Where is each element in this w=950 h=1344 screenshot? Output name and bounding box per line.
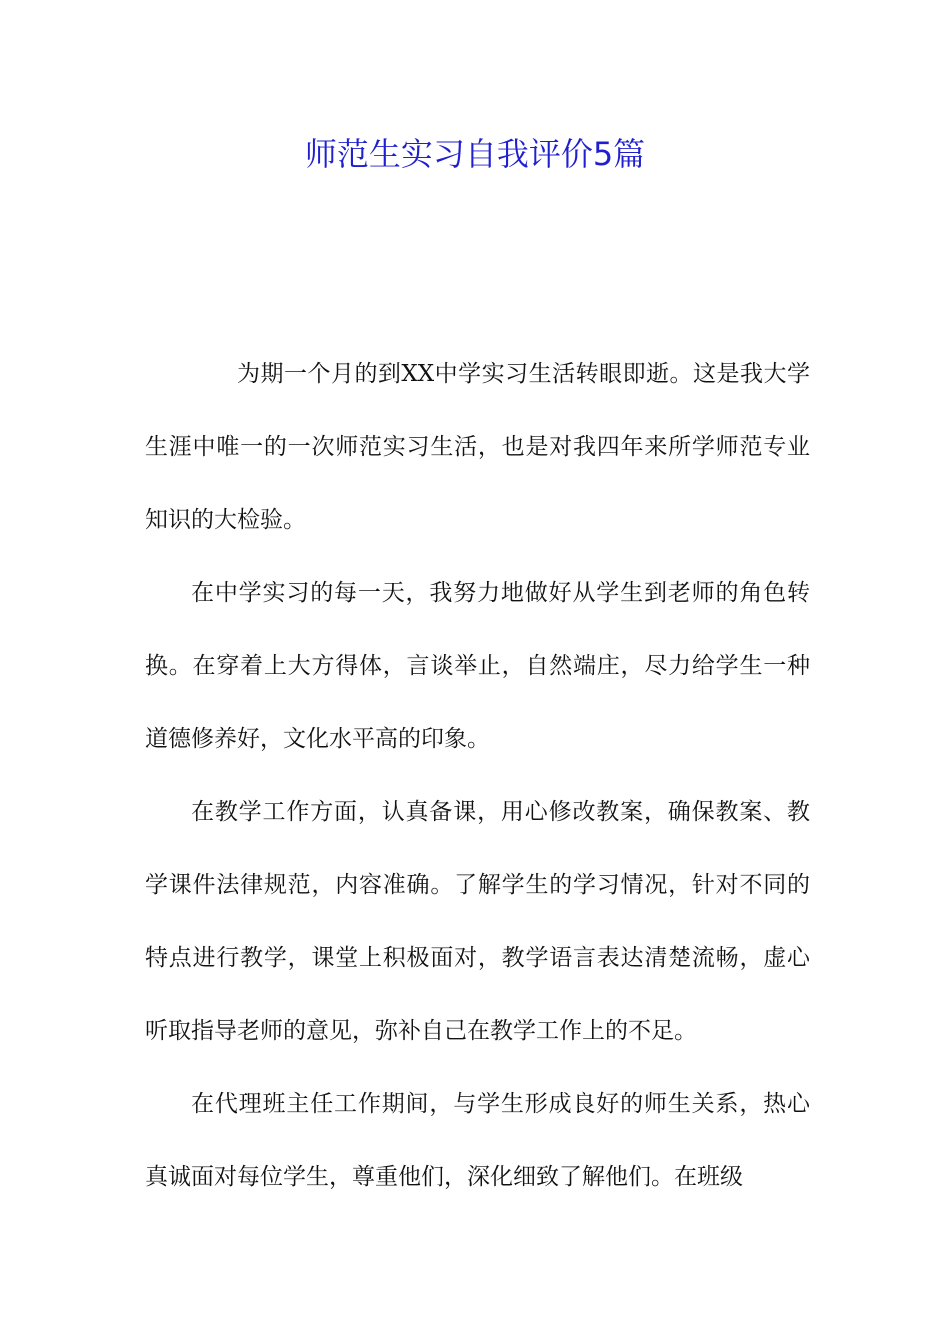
paragraph-1: 为期一个月的到XX中学实习生活转眼即逝。这是我大学生涯中唯一的一次师范实习生活，也是对我四年来所学师范专业知识的大检验。: [145, 361, 810, 533]
paragraph-4: 在代理班主任工作期间，与学生形成良好的师生关系，热心真诚面对每位学生，尊重他们，深化细致了解他们。在班级: [145, 1091, 810, 1190]
document-title: 师范生实习自我评价5篇: [304, 135, 646, 173]
paragraph-3: 在教学工作方面，认真备课，用心修改教案，确保教案、教学课件法律规范，内容准确。了解学生的学习情况，针对不同的特点进行教学，课堂上积极面对，教学语言表达清楚流畅，虚心听取指导老师的意见，弥补自己在教学工作上的不足。: [145, 799, 810, 1044]
paragraph-2: 在中学实习的每一天，我努力地做好从学生到老师的角色转换。在穿着上大方得体，言谈举止，自然端庄，尽力给学生一种道德修养好，文化水平高的印象。: [145, 580, 810, 752]
document-body: [145, 338, 810, 1214]
